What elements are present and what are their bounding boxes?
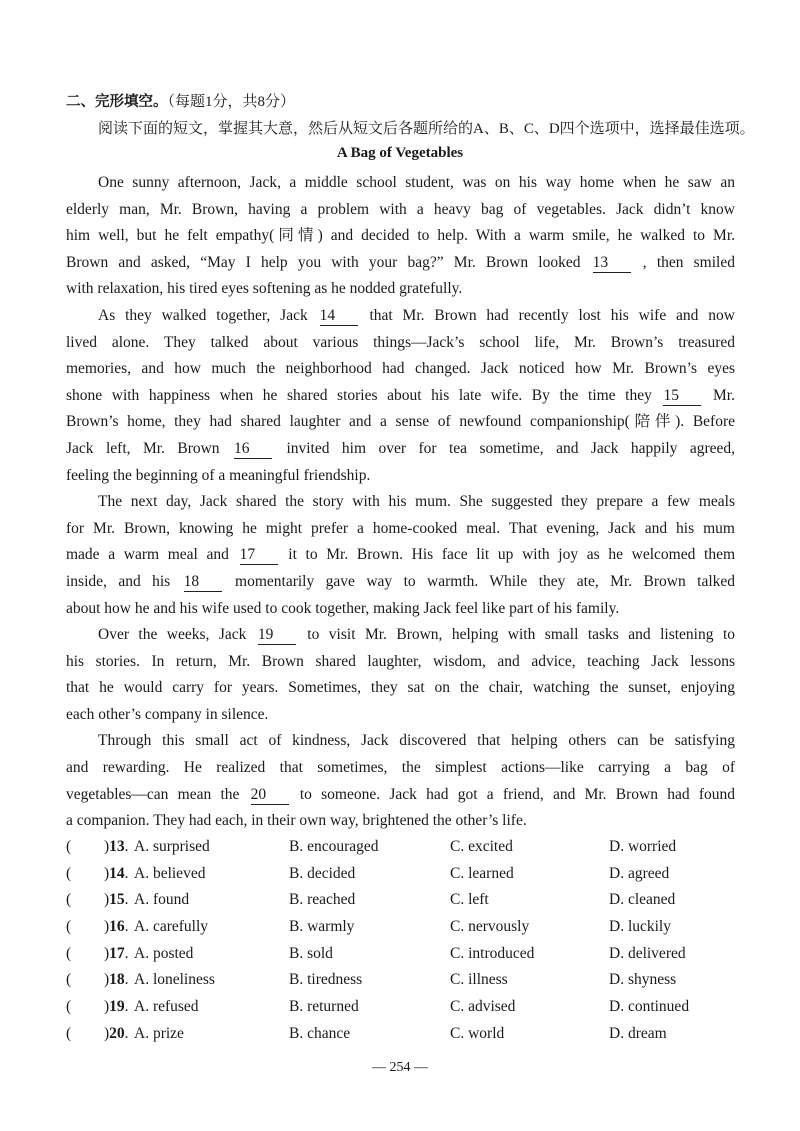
option-a: A. refused: [134, 998, 199, 1016]
answer-blank: 13: [593, 254, 631, 273]
option-c: C. world: [450, 1024, 505, 1042]
passage-line: [66, 808, 735, 835]
passage-text: , then smiled: [632, 253, 735, 271]
passage-text: for Mr. Brown, knowing he might prefer a home-cooked meal. That evening, Jack and his mum: [66, 519, 735, 537]
question-row: [66, 994, 746, 1021]
question-row: [66, 914, 746, 941]
passage-line: [66, 622, 735, 649]
option-b: B. tiredness: [289, 971, 363, 989]
option-d: D. delivered: [609, 944, 686, 962]
question-number-value: 20: [109, 1024, 125, 1042]
passage-text: that Mr. Brown had recently lost his wife and now: [359, 306, 735, 324]
question-number: )14.: [104, 864, 129, 882]
passage-line: [66, 436, 735, 463]
passage-line: [66, 303, 735, 330]
option-c: C. excited: [450, 838, 513, 855]
passage-line: [66, 276, 735, 303]
passage-line: [66, 542, 735, 569]
question-row: [66, 861, 746, 888]
passage-line: [66, 516, 735, 543]
option-b: B. returned: [289, 998, 359, 1016]
passage-text: each other’s company in silence.: [66, 705, 269, 723]
option-a: A. prize: [134, 1024, 184, 1042]
answer-blank: 16: [234, 440, 272, 459]
question-row: [66, 834, 746, 861]
passage: [66, 170, 735, 835]
question-number: )16.: [104, 918, 129, 936]
passage-line: [66, 702, 735, 729]
passage-line: [66, 728, 735, 755]
passage-text: Brown and asked, “May I help you with your bag?” Mr. Brown looked: [66, 253, 591, 271]
option-a: A. loneliness: [134, 971, 215, 989]
question-number-value: 14: [109, 864, 125, 882]
answer-paren[interactable]: (: [66, 864, 72, 882]
option-d: D. dream: [609, 1024, 667, 1042]
option-c: C. introduced: [450, 944, 535, 962]
passage-text: Over the weeks, Jack: [98, 626, 256, 644]
passage-text: vegetables—can mean the: [66, 785, 249, 803]
question-row: [66, 941, 746, 968]
answer-paren[interactable]: (: [66, 918, 72, 936]
passage-line: [66, 463, 735, 490]
option-c: C. left: [450, 891, 489, 909]
passage-text: it to Mr. Brown. His face lit up with joy as he welcomed them: [279, 546, 735, 564]
answer-paren[interactable]: (: [66, 1024, 72, 1042]
option-d: D. shyness: [609, 971, 677, 989]
question-row: [66, 887, 746, 914]
question-number: )20.: [104, 1024, 129, 1042]
passage-line: [66, 383, 735, 410]
passage-line: [66, 755, 735, 782]
passage-text: about how he and his wife used to cook together, making Jack feel like part of his family.: [66, 599, 620, 617]
passage-line: [66, 170, 735, 197]
passage-text: made a warm meal and: [66, 546, 238, 564]
question-number: )18.: [104, 971, 129, 989]
section-heading: [66, 90, 295, 111]
option-c: C. illness: [450, 971, 508, 989]
question-number-value: 19: [109, 998, 125, 1016]
passage-text: Mr.: [703, 386, 735, 404]
option-b: B. chance: [289, 1024, 351, 1042]
option-d: D. worried: [609, 838, 677, 855]
option-b: B. sold: [289, 944, 333, 962]
passage-line: [66, 250, 735, 277]
passage-title: A Bag of Vegetables: [336, 145, 464, 161]
option-c: C. advised: [450, 998, 516, 1016]
question-number: )13.: [104, 838, 129, 855]
passage-text: Brown’s home, they had shared laughter and a sense of newfound companionship(陪伴). Before: [66, 413, 735, 431]
passage-line: [66, 330, 735, 357]
passage-line: [66, 569, 735, 596]
question-row: [66, 1021, 746, 1048]
option-d: D. continued: [609, 998, 690, 1016]
question-number: )19.: [104, 998, 129, 1016]
passage-text: a companion. They had each, in their own way, brightened the other’s life.: [66, 812, 527, 830]
answer-blank: 19: [258, 626, 296, 645]
passage-line: [66, 649, 735, 676]
passage-text: him well, but he felt empathy(同情) and decided to help. With a warm smile, he walked to Mr.: [66, 227, 735, 245]
option-b: B. decided: [289, 864, 356, 882]
question-row: [66, 967, 746, 994]
passage-text: The next day, Jack shared the story with his mum. She suggested they prepare a few meals: [98, 493, 735, 511]
passage-text: to visit Mr. Brown, helping with small tasks and listening to: [297, 626, 735, 644]
question-number-value: 15: [109, 891, 125, 909]
option-a: A. posted: [134, 944, 194, 962]
passage-text: and rewarding. He realized that sometimes, the simplest actions—like carrying a bag of: [66, 759, 735, 777]
answer-paren[interactable]: (: [66, 971, 72, 989]
passage-line: [66, 223, 735, 250]
passage-text: Through this small act of kindness, Jack discovered that helping others can be satisfying: [98, 732, 735, 750]
passage-text: momentarily gave way to warmth. While they ate, Mr. Brown talked: [223, 572, 736, 590]
passage-text: One sunny afternoon, Jack, a middle school student, was on his way home when he saw an: [98, 174, 735, 191]
option-a: A. found: [134, 891, 190, 909]
passage-text: feeling the beginning of a meaningful friendship.: [66, 466, 371, 484]
instruction-text: 阅读下面的短文，掌握其大意，然后从短文后各题所给的A、B、C、D四个选项中，选择最佳选项。: [98, 121, 755, 137]
passage-text: his stories. In return, Mr. Brown shared laughter, wisdom, and advice, teaching Jack lessons: [66, 652, 735, 670]
passage-line: [66, 489, 735, 516]
passage-text: lived alone. They talked about various things—Jack’s school life, Mr. Brown’s treasured: [66, 333, 735, 351]
passage-text: inside, and his: [66, 572, 182, 590]
passage-line: [66, 782, 735, 809]
passage-text: As they walked together, Jack: [98, 306, 318, 324]
passage-text: memories, and how much the neighborhood had changed. Jack noticed how Mr. Brown’s eyes: [66, 360, 735, 378]
answer-blank: 17: [240, 546, 278, 565]
passage-text: invited him over for tea sometime, and Jack happily agreed,: [274, 439, 735, 457]
answer-blank: 15: [663, 387, 701, 406]
answer-paren[interactable]: (: [66, 891, 72, 909]
section-score-note: （每题1分，共8分）: [167, 94, 296, 110]
passage-text: with relaxation, his tired eyes softening as he nodded gratefully.: [66, 280, 463, 298]
question-number-value: 16: [109, 918, 125, 936]
question-number: )17.: [104, 944, 129, 962]
passage-line: [66, 197, 735, 224]
passage-text: Jack left, Mr. Brown: [66, 439, 232, 457]
passage-text: elderly man, Mr. Brown, having a problem with a heavy bag of vegetables. Jack didn’t know: [66, 200, 735, 218]
question-number-value: 17: [109, 944, 125, 962]
option-a: A. carefully: [134, 918, 209, 936]
option-a: A. surprised: [134, 838, 210, 855]
option-c: C. learned: [450, 864, 514, 882]
section-title: 二、完形填空。: [66, 94, 168, 110]
option-b: B. warmly: [289, 918, 355, 936]
option-d: D. luckily: [609, 918, 671, 936]
question-options: [66, 834, 746, 1048]
option-b: B. encouraged: [289, 838, 379, 855]
question-number-value: 13: [109, 838, 125, 855]
page-number: — 254 —: [372, 1060, 428, 1075]
answer-blank: 14: [320, 307, 358, 326]
option-d: D. cleaned: [609, 891, 676, 909]
passage-line: [66, 356, 735, 383]
passage-text: that he would carry for years. Sometimes, they sat on the chair, watching the sunset, enjoying: [66, 679, 735, 697]
option-b: B. reached: [289, 891, 356, 909]
question-number-value: 18: [109, 971, 125, 989]
answer-paren[interactable]: (: [66, 838, 72, 855]
passage-text: shone with happiness when he shared stories about his late wife. By the time they: [66, 386, 662, 404]
answer-blank: 20: [251, 786, 289, 805]
option-a: A. believed: [134, 864, 206, 882]
passage-line: [66, 409, 735, 436]
option-c: C. nervously: [450, 918, 530, 936]
passage-line: [66, 596, 735, 623]
question-number: )15.: [104, 891, 129, 909]
answer-blank: 18: [184, 573, 222, 592]
option-d: D. agreed: [609, 864, 670, 882]
answer-paren[interactable]: (: [66, 998, 72, 1016]
passage-line: [66, 675, 735, 702]
passage-text: to someone. Jack had got a friend, and Mr. Brown had found: [290, 785, 735, 803]
answer-paren[interactable]: (: [66, 944, 72, 962]
